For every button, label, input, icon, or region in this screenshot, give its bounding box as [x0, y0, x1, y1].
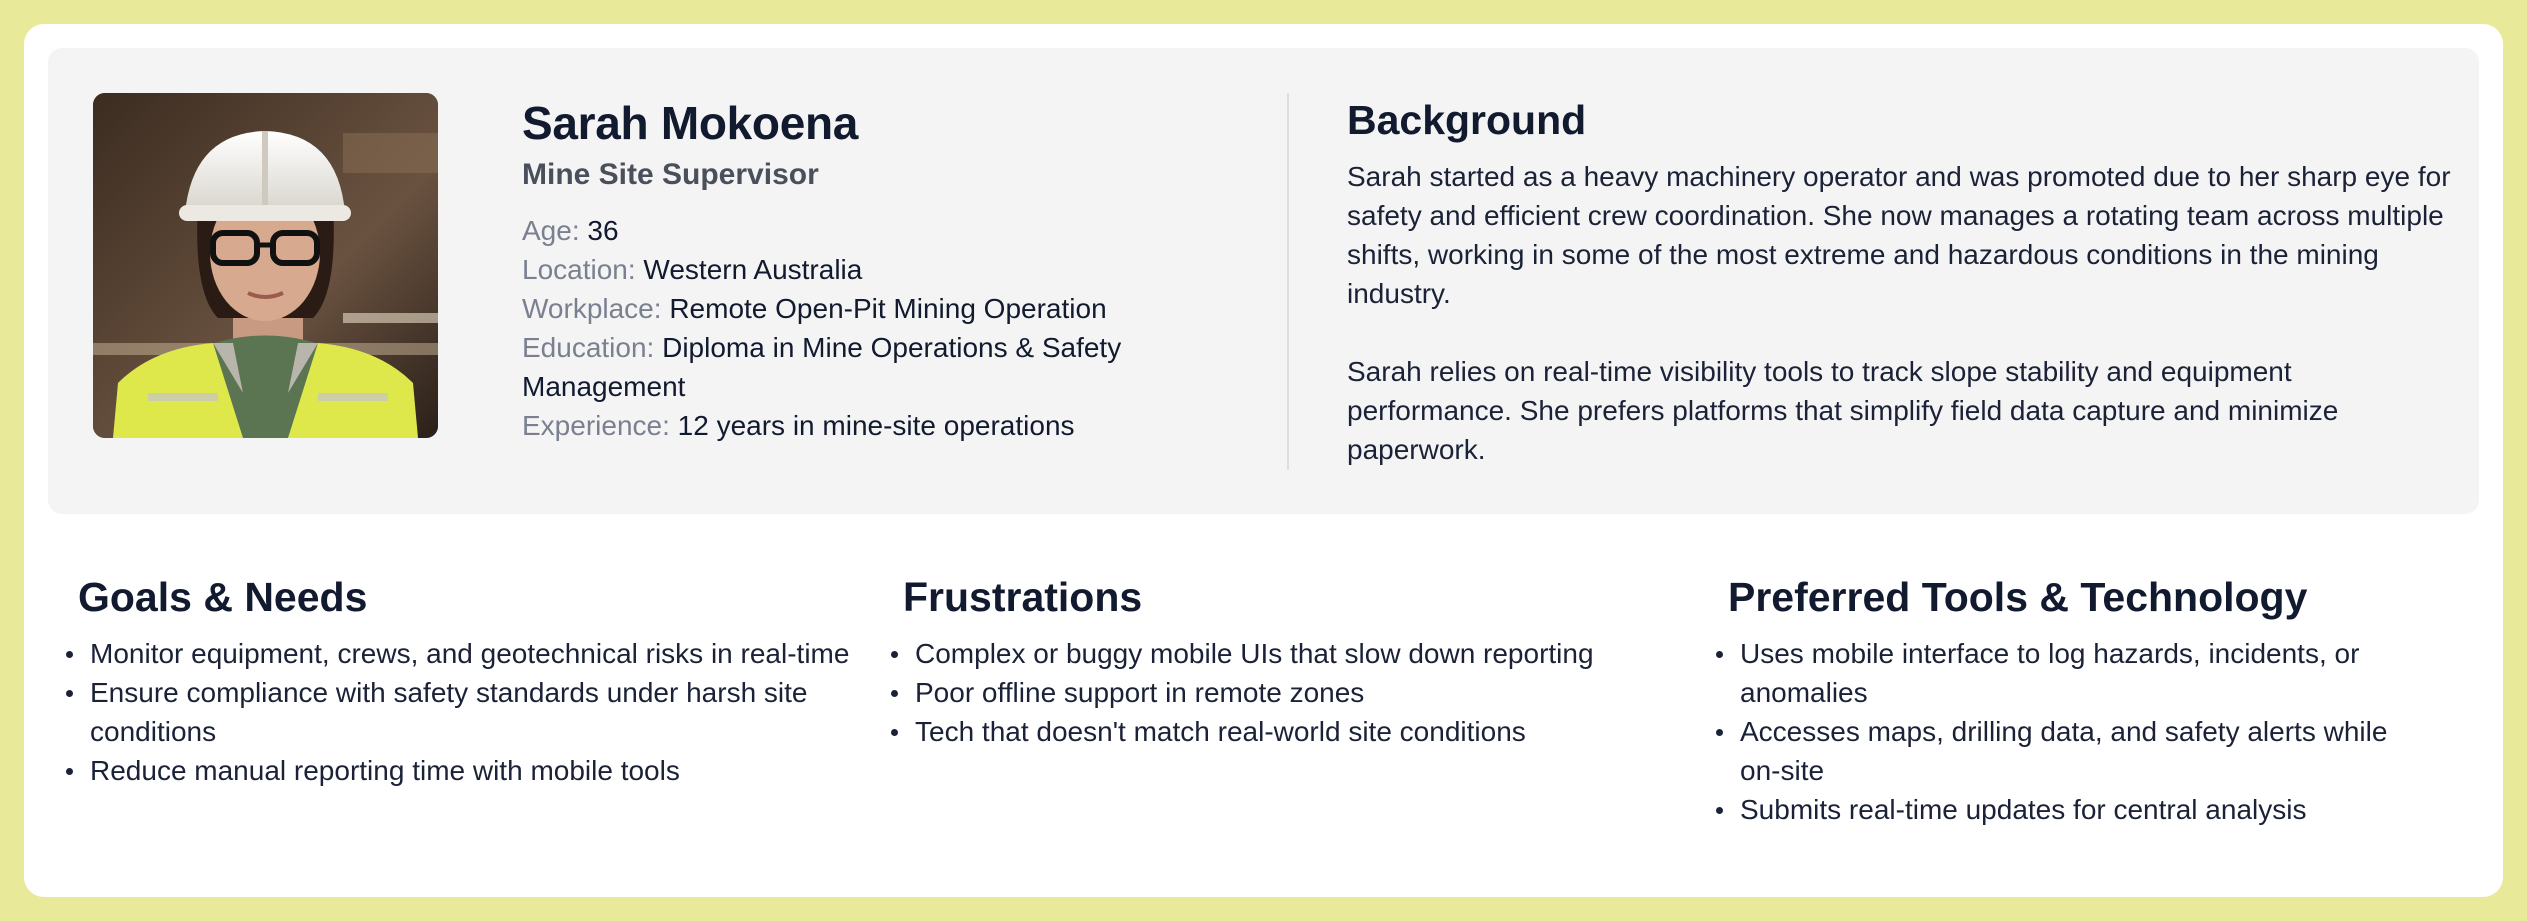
profile-card: [48, 48, 2479, 514]
frustrations-list: [903, 634, 1703, 751]
list-item: Poor offline support in remote zones: [903, 673, 1703, 712]
list-item: Monitor equipment, crews, and geotechnical risks in real-time: [78, 634, 858, 673]
fact-age: [522, 211, 1222, 250]
list-item: Uses mobile interface to log hazards, incidents, or anomalies: [1728, 634, 2428, 712]
persona-frame: [24, 24, 2503, 897]
fact-label: Location:: [522, 254, 636, 285]
frustrations-heading: Frustrations: [903, 574, 1143, 620]
fact-value: 12 years in mine-site operations: [677, 410, 1075, 441]
persona-role: Mine Site Supervisor: [522, 158, 819, 191]
tools-heading: Preferred Tools & Technology: [1728, 574, 2308, 620]
fact-label: Workplace:: [522, 293, 662, 324]
list-item: Reduce manual reporting time with mobile tools: [78, 751, 858, 790]
goals-section: [78, 570, 858, 790]
list-item: Submits real-time updates for central analysis: [1728, 790, 2428, 829]
fact-experience: [522, 406, 1222, 445]
fact-value: Remote Open-Pit Mining Operation: [669, 293, 1107, 324]
background-text: [1347, 157, 2457, 469]
fact-value: Western Australia: [643, 254, 863, 285]
list-item: Ensure compliance with safety standards under harsh site conditions: [78, 673, 858, 751]
list-item: Complex or buggy mobile UIs that slow down reporting: [903, 634, 1703, 673]
background-heading: Background: [1347, 97, 1587, 143]
persona-facts: [522, 211, 1222, 445]
list-item: Tech that doesn't match real-world site conditions: [903, 712, 1703, 751]
fact-label: Education:: [522, 332, 655, 363]
fact-workplace: [522, 289, 1222, 328]
section-divider: [1287, 93, 1289, 470]
fact-location: [522, 250, 1222, 289]
persona-photo: [93, 93, 438, 438]
background-paragraph: Sarah started as a heavy machinery operator and was promoted due to her sharp eye for safety and efficient crew coordination. She now manages a rotating team across multiple shifts, working in some of the most extreme and hazardous conditions in the mining industry.: [1347, 161, 2451, 309]
persona-identity: [522, 93, 1222, 445]
fact-label: Age:: [522, 215, 580, 246]
fact-value: Diploma in Mine Operations & Safety Management: [522, 332, 1122, 402]
fact-label: Experience:: [522, 410, 670, 441]
frustrations-section: [903, 570, 1703, 751]
background-section: [1347, 93, 2457, 469]
goals-list: [78, 634, 858, 790]
background-paragraph: Sarah relies on real-time visibility tools to track slope stability and equipment performance. She prefers platforms that simplify field data capture and minimize paperwork.: [1347, 356, 2339, 465]
persona-name: Sarah Mokoena: [522, 97, 859, 149]
tools-section: [1728, 570, 2428, 829]
fact-education: [522, 328, 1222, 406]
tools-list: [1728, 634, 2428, 829]
fact-value: 36: [587, 215, 619, 246]
goals-heading: Goals & Needs: [78, 574, 368, 620]
list-item: Accesses maps, drilling data, and safety alerts while on-site: [1728, 712, 2428, 790]
